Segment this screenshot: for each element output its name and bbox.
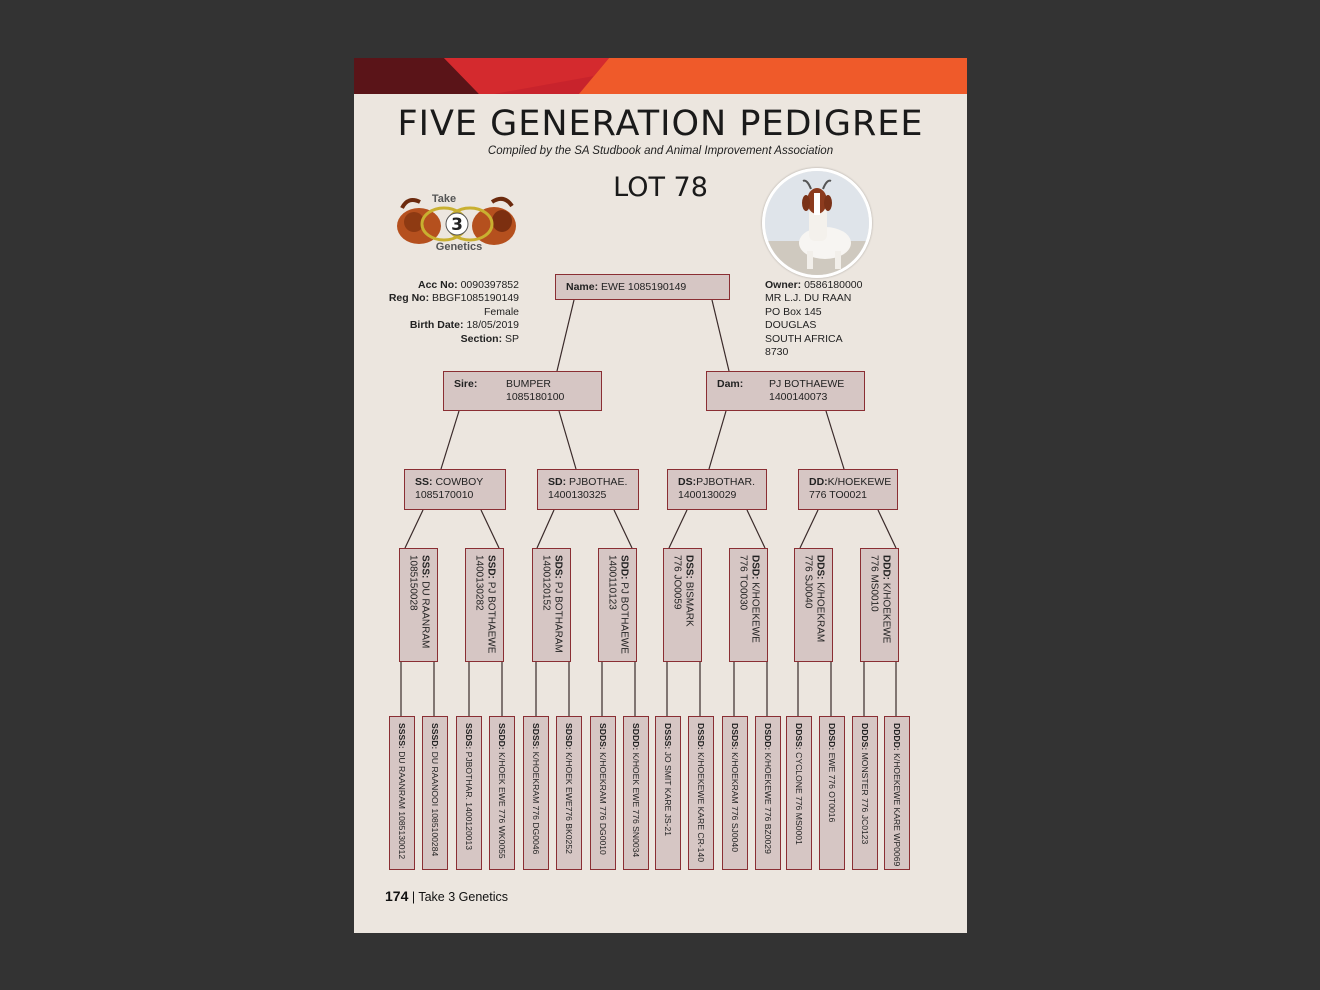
logo-word-bottom: Genetics [435,241,483,253]
sss-box [399,548,438,662]
ss-name: COWBOY [435,476,484,488]
sds-id: 1400120152 [540,555,552,611]
sire-label: Sire: [454,378,478,390]
sssd-box [422,716,448,870]
owner-address-line: PO Box 145 [765,305,822,318]
sdds-label: SDDS: [598,723,608,750]
page-footer [385,888,508,904]
sss-name: DU RAANRAM [419,581,431,649]
sd-box [537,469,639,510]
sdd-box [598,548,637,662]
sddd-box [623,716,649,870]
sex-value: Female [483,305,519,318]
section-label: Section: [460,332,503,345]
ssds-value: PJBOTHAR. 1400120013 [464,751,474,851]
ddd-box [860,548,899,662]
ddss-box [786,716,812,870]
ssds-label: SSDS: [464,723,474,750]
name-box [555,274,730,300]
dddd-value: K/HOEKEWE KARE WP0069 [892,753,902,867]
ds-id: 1400130029 [678,489,737,501]
lot-number: LOT 78 [613,172,708,203]
dss-id: 776 JO0059 [671,555,683,610]
dddd-box [884,716,910,870]
dssd-box [688,716,714,870]
sdsd-label: SDSD: [564,723,574,750]
page-subtitle: Compiled by the SA Studbook and Animal Improvement Association [487,145,834,157]
acc-no-value: 0090397852 [460,279,519,291]
ssd-box [465,548,504,662]
logo-word-top: Take [431,193,457,205]
dss-name: BISMARK [683,581,695,627]
sdss-value: K/HOEKRAM 776 DG0046 [531,751,541,855]
sire-id: 1085180100 [506,391,565,403]
owner-label: Owner: [765,279,802,291]
ssd-id: 1400130282 [473,555,485,611]
owner-country: SOUTH AFRICA [765,332,843,345]
sdds-value: K/HOEKRAM 776 DG0010 [598,752,608,855]
dsd-name: K/HOEKEWE [749,582,761,643]
ssss-value: DU RAANRAM 1085130012 [397,751,407,860]
dd-label: DD: [809,476,828,488]
dds-box [794,548,833,662]
owner-name: MR L.J. DU RAAN [765,292,852,305]
logo-number: 3 [451,215,463,235]
dsdd-box [755,716,781,870]
ss-box [404,469,506,510]
sdsd-value: K/HOEK EWE776 BK0252 [564,752,574,854]
acc-no-label: Acc No: [417,279,458,291]
ddd-label: DDD: [880,555,892,580]
ssss-label: SSSS: [397,723,407,749]
dds-label: DDS: [814,555,826,580]
page-number: 174 [385,888,409,904]
dd-name: K/HOEKEWE [827,476,892,488]
sddd-value: K/HOEK EWE 776 SN0034 [631,752,641,858]
dam-label: Dam: [717,378,744,390]
ds-label: DS: [678,476,697,488]
ssss-box [389,716,415,870]
page-title: FIVE GENERATION PEDIGREE [397,104,924,144]
pedigree-page [354,58,967,933]
ddsd-value: EWE 776 OT0016 [827,752,837,823]
sssd-value: DU RAANOOI 1085100284 [430,751,440,857]
dam-id: 1400140073 [769,391,828,403]
ss-label: SS: [415,476,433,488]
ssdd-value: K/HOEK EWE 776 WK0055 [497,752,507,859]
sds-box [532,548,571,662]
dsds-label: DSDS: [730,723,740,750]
ds-name: PJBOTHAR. [696,476,756,488]
reg-no-value: BBGF1085190149 [432,292,519,305]
dsd-box [729,548,768,662]
dssd-value: K/HOEKEWE KARE CR-140 [696,752,706,862]
ddss-label: DDSS: [794,723,804,750]
dss-box [663,548,702,662]
ssdd-box [489,716,515,870]
birth-date-value: 18/05/2019 [466,319,519,332]
owner-postal-code: 8730 [765,346,789,359]
sire-name: BUMPER [506,378,551,390]
sss-id: 1085150028 [407,555,419,611]
sssd-label: SSSD: [430,723,440,750]
dsss-label: DSSS: [663,723,673,750]
sire-box [443,371,602,411]
owner-town: DOUGLAS [765,319,817,332]
dsd-label: DSD: [749,555,761,580]
ddd-id: 776 MS0010 [868,555,880,612]
name-label: Name: [566,281,599,293]
dsdd-label: DSDD: [763,723,773,751]
sd-label: SD: [548,476,567,488]
owner-number: 0586180000 [804,279,863,291]
sdd-name: PJ BOTHAEWE [618,582,630,654]
ddds-box [852,716,878,870]
sdd-id: 1400110123 [606,555,618,610]
ddd-name: K/HOEKEWE [880,582,892,644]
ssdd-label: SSDD: [497,723,507,750]
sdd-label: SDD: [618,555,630,580]
sd-name: PJBOTHAE. [569,476,628,488]
section-value: SP [504,332,519,345]
sdds-box [590,716,616,870]
dsds-box [722,716,748,870]
birth-date-label: Birth Date: [409,319,464,332]
sd-id: 1400130325 [548,489,607,501]
dds-name: K/HOEKRAM [814,582,826,643]
sds-name: PJ BOTHARAM [552,581,564,653]
footer-separator: | [411,890,416,904]
sds-label: SDS: [552,555,564,579]
dsdd-value: K/HOEKEWE 776 BZ0029 [763,752,773,854]
dd-box [798,469,898,510]
name-value: EWE 1085190149 [601,281,687,293]
ddss-value: CYCLONE 776 MS0001 [794,752,804,845]
reg-no-label: Reg No: [388,292,430,305]
footer-publication: Take 3 Genetics [418,890,508,904]
dds-id: 776 SJ0040 [802,555,814,609]
dsss-value: JO SMIT KARE JS-21 [663,751,673,837]
sddd-label: SDDD: [631,723,641,751]
dam-box [706,371,865,411]
dssd-label: DSSD: [696,723,706,750]
ddds-label: DDDS: [860,723,870,751]
ddsd-box [819,716,845,870]
sdsd-box [556,716,582,870]
dsds-value: K/HOEKRAM 776 SJ0040 [730,752,740,852]
ddsd-label: DDSD: [827,723,837,751]
sdss-label: SDSS: [531,723,541,750]
dss-label: DSS: [683,555,695,579]
ssd-name: PJ BOTHAEWE [485,581,497,654]
ssds-box [456,716,482,870]
ddds-value: MONSTER 776 JC0123 [860,752,870,845]
sss-label: SSS: [419,555,431,579]
dsd-id: 776 TO0030 [737,555,749,611]
sdss-box [523,716,549,870]
ssd-label: SSD: [485,555,497,579]
dd-id: 776 TO0021 [809,489,867,501]
ss-id: 1085170010 [415,489,474,501]
ds-box [667,469,767,510]
dsss-box [655,716,681,870]
dam-name: PJ BOTHAEWE [769,378,845,390]
dddd-label: DDDD: [892,723,902,751]
